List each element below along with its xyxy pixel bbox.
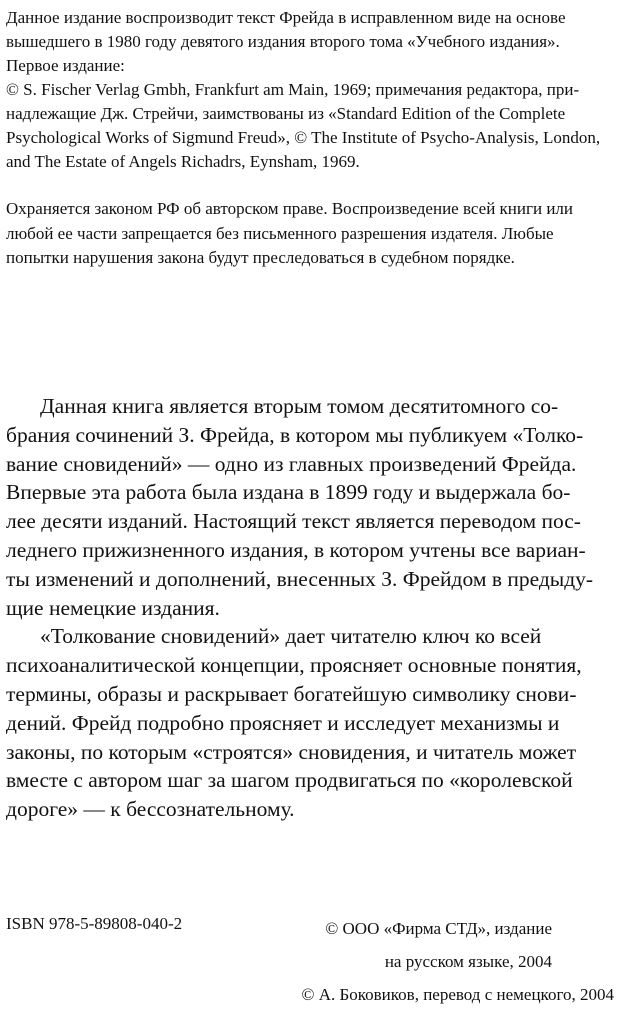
annotation-line: законы, по которым «строятся» сновидения, и читатель может xyxy=(6,739,577,764)
annotation-line: щие немецкие издания. xyxy=(6,595,220,620)
annotation-line: ты изменений и дополнений, внесенных З. Фрейдом в предыду- xyxy=(6,566,594,591)
credits-line: © ООО «Фирма СТД», издание xyxy=(325,919,552,938)
copyright-notice-line: Охраняется законом РФ об авторском праве. Воспроизведение всей книги или xyxy=(6,199,573,218)
annotation-line: вание сновидений» — одно из главных произведений Фрейда. xyxy=(6,451,577,476)
annotation-line: леднего прижизненного издания, в котором учтены все вариан- xyxy=(6,537,586,562)
annotation-line: дороге» — к бессознательному. xyxy=(6,797,295,822)
imprint-line: надлежащие Дж. Стрейчи, заимствованы из «Standard Edition of the Complete xyxy=(6,104,566,123)
annotation-line: «Толкование сновидений» дает читателю ключ ко всей xyxy=(40,624,542,649)
imprint-line: © S. Fischer Verlag Gmbh, Frankfurt am Main, 1969; примечания редактора, при- xyxy=(6,80,580,99)
annotation-line: вместе с автором шаг за шагом продвигаться по «королевской xyxy=(6,768,573,793)
annotation-line: дений. Фрейд подробно проясняет и исследует механизмы и xyxy=(6,710,560,735)
imprint-block xyxy=(6,6,618,174)
annotation-line: термины, образы и раскрывает богатейшую символику снови- xyxy=(6,681,577,706)
publisher-credits xyxy=(302,912,614,1011)
credits-line: © А. Боковиков, перевод с немецкого, 2004 xyxy=(301,985,614,1004)
annotation-line: Впервые эта работа была издана в 1899 году и выдержала бо- xyxy=(6,480,571,505)
credits-line: на русском языке, 2004 xyxy=(384,952,552,971)
annotation-paragraph-2 xyxy=(6,622,618,824)
annotation-line: лее десяти изданий. Настоящий текст является переводом пос- xyxy=(6,509,581,534)
imprint-line: Psychological Works of Sigmund Freud», © The Institute of Psycho-Analysis, London, xyxy=(6,128,601,147)
annotation-paragraph-1 xyxy=(6,392,618,622)
book-annotation xyxy=(6,392,618,824)
copyright-notice xyxy=(6,197,618,271)
imprint-line: Первое издание: xyxy=(6,56,125,75)
imprint-line: and The Estate of Angels Richadrs, Eynsham, 1969. xyxy=(6,152,360,171)
annotation-line: психоаналитической концепции, проясняет основные понятия, xyxy=(6,653,582,678)
copyright-notice-line: попытки нарушения закона будут преследоваться в судебном порядке. xyxy=(6,248,515,267)
isbn: ISBN 978-5-89808-040-2 xyxy=(6,914,183,933)
imprint-line: Данное издание воспроизводит текст Фрейда в исправленном виде на основе xyxy=(6,8,566,27)
copyright-notice-line: любой ее части запрещается без письменного разрешения издателя. Любые xyxy=(6,223,554,243)
annotation-line: брания сочинений З. Фрейда, в котором мы публикуем «Толко- xyxy=(6,422,584,447)
imprint-line: вышедшего в 1980 году девятого издания второго тома «Учебного издания». xyxy=(6,32,560,51)
annotation-line: Данная книга является вторым томом десятитомного со- xyxy=(40,394,559,418)
